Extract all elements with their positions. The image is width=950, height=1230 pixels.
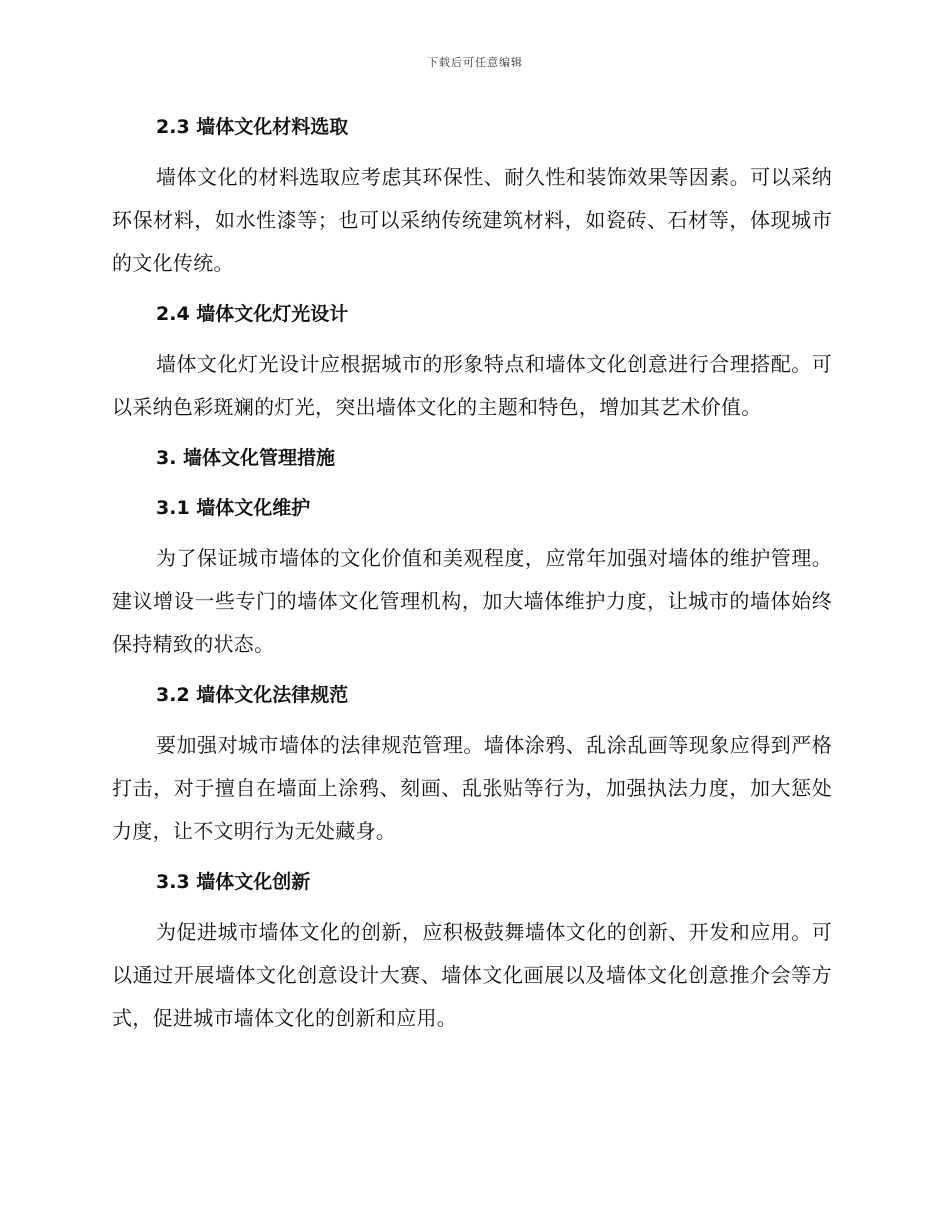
paragraph-lighting: 墙体文化灯光设计应根据城市的形象特点和墙体文化创意进行合理搭配。可以采纳色彩斑斓的灯光，突出墙体文化的主题和特色，增加其艺术价值。 [112,352,832,419]
page-header: 下载后可任意编辑 [427,56,523,69]
paragraph-innovation: 为促进城市墙体文化的创新，应积极鼓舞墙体文化的创新、开发和应用。可以通过开展墙体文化创意设计大赛、墙体文化画展以及墙体文化创意推介会等方式，促进城市墙体文化的创新和应用。 [112,920,832,1030]
section-heading-2-3: 2.3 墙体文化材料选取 [156,116,349,138]
section-heading-3-1: 3.1 墙体文化维护 [156,497,311,519]
section-heading-3: 3. 墙体文化管理措施 [156,447,336,469]
paragraph-maintenance: 为了保证城市墙体的文化价值和美观程度，应常年加强对墙体的维护管理。建议增设一些专门的墙体文化管理机构，加大墙体维护力度，让城市的墙体始终保持精致的状态。 [112,546,832,656]
document-body [112,106,832,1048]
section-heading-3-3: 3.3 墙体文化创新 [156,871,311,893]
section-heading-3-2: 3.2 墙体文化法律规范 [156,684,349,706]
paragraph-materials: 墙体文化的材料选取应考虑其环保性、耐久性和装饰效果等因素。可以采纳环保材料，如水性漆等；也可以采纳传统建筑材料，如瓷砖、石材等，体现城市的文化传统。 [112,165,832,275]
paragraph-legal: 要加强对城市墙体的法律规范管理。墙体涂鸦、乱涂乱画等现象应得到严格打击，对于擅自在墙面上涂鸦、刻画、乱张贴等行为，加强执法力度，加大惩处力度，让不文明行为无处藏身。 [112,733,832,843]
section-heading-2-4: 2.4 墙体文化灯光设计 [156,303,349,325]
